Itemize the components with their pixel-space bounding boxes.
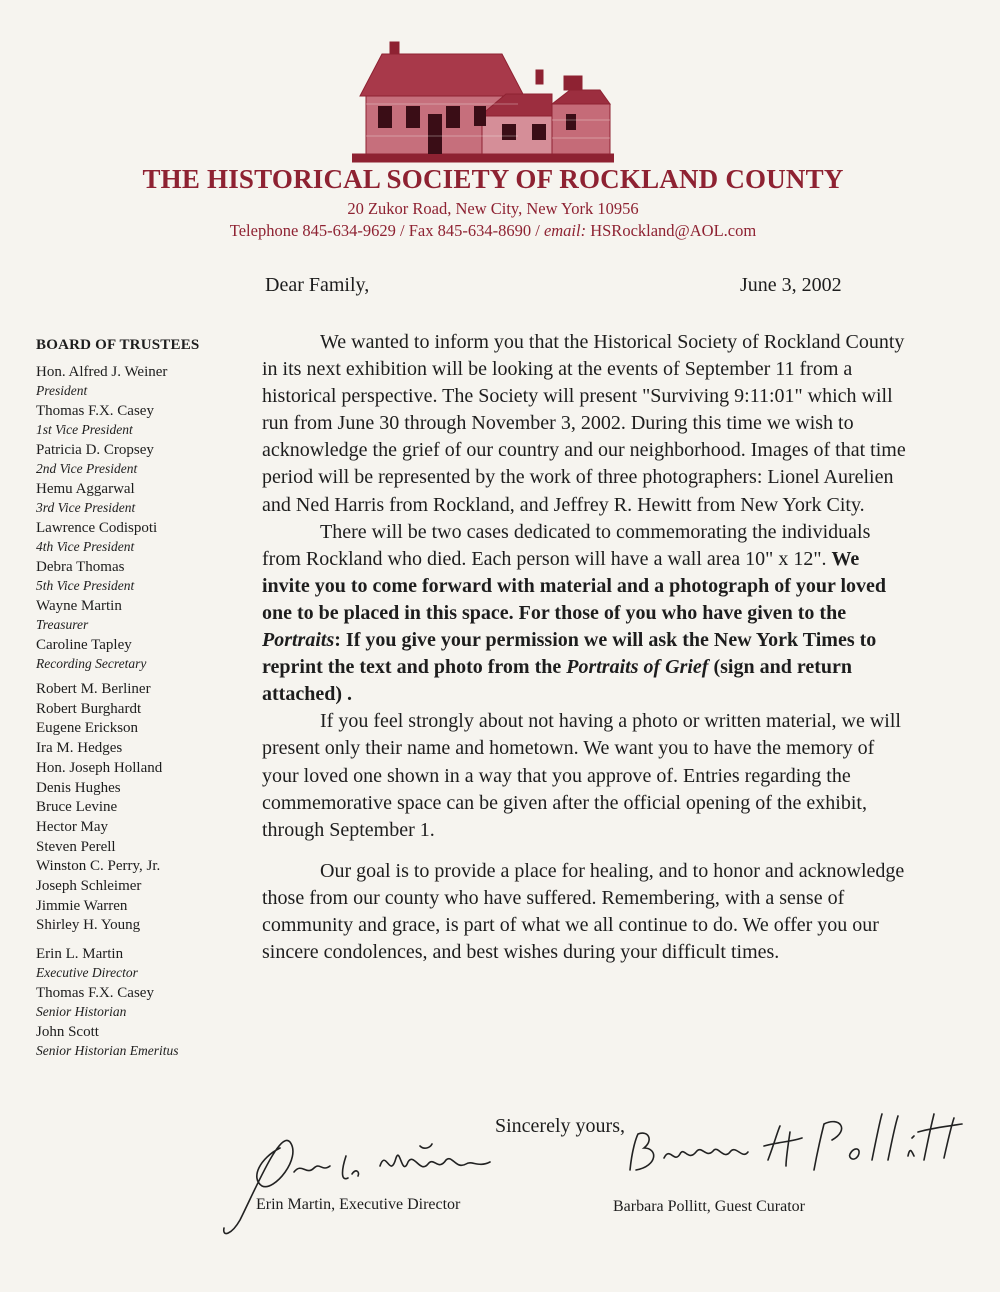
trustee-name: Denis Hughes [36, 779, 121, 796]
trustee-name: Robert Burghardt [36, 700, 142, 717]
staff-member [36, 984, 236, 1020]
officer-name: Hon. Alfred J. Weiner [36, 364, 168, 380]
organization-contact [0, 221, 986, 241]
trustee-name: Eugene Erickson [36, 720, 139, 737]
trustee-name: Bruce Levine [36, 799, 118, 816]
staff-member [36, 945, 236, 981]
officer-role: 4th Vice President [36, 539, 135, 554]
officer-name: Patricia D. Cropsey [36, 442, 154, 458]
organization-address: 20 Zukor Road, New City, New York 10956 [347, 199, 639, 218]
portraits-of-grief-title: Portraits of Grief [566, 656, 709, 679]
officer-role: Recording Secretary [36, 656, 147, 671]
officer [36, 480, 236, 516]
staff-role: Senior Historian Emeritus [36, 1043, 179, 1059]
staff-role: Executive Director [36, 965, 138, 981]
board-of-trustees [36, 336, 236, 1062]
staff-name: John Scott [36, 1024, 99, 1041]
signature-barbara-pollitt [618, 1110, 968, 1192]
signer-executive-director: Erin Martin, Executive Director [256, 1196, 461, 1213]
trustee-name: Jimmie Warren [36, 897, 128, 914]
officer-role: 5th Vice President [36, 578, 135, 593]
historic-house-icon [352, 40, 614, 164]
salutation: Dear Family, [265, 274, 370, 296]
officer-name: Wayne Martin [36, 598, 122, 614]
staff-name: Thomas F.X. Casey [36, 985, 154, 1002]
staff-role: Senior Historian [36, 1004, 127, 1020]
officer-name: Hemu Aggarwal [36, 481, 135, 497]
trustee-name: Hon. Joseph Holland [36, 759, 163, 776]
signature-erin-martin [210, 1128, 510, 1240]
staff-member [36, 1023, 236, 1059]
officer-role: 1st Vice President [36, 422, 133, 437]
signer-guest-curator: Barbara Pollitt, Guest Curator [613, 1198, 805, 1215]
email-label: email: [543, 221, 587, 240]
trustee-name: Robert M. Berliner [36, 681, 151, 697]
letter-date: June 3, 2002 [740, 274, 842, 296]
trustee-members [36, 680, 236, 936]
officer [36, 402, 236, 438]
officer-name: Caroline Tapley [36, 637, 132, 653]
board-title: BOARD OF TRUSTEES [36, 337, 200, 353]
letter-body [262, 329, 907, 966]
portraits-title: Portraits [262, 629, 335, 652]
officer [36, 636, 236, 672]
officer-role: President [36, 383, 88, 398]
officer [36, 519, 236, 555]
organization-name: THE HISTORICAL SOCIETY OF ROCKLAND COUNTY [142, 164, 844, 194]
officer [36, 441, 236, 477]
paragraph-commemoration [262, 519, 907, 709]
trustee-name: Steven Perell [36, 838, 116, 855]
email-address: HSRockland@AOL.com [586, 221, 757, 240]
staff-name: Erin L. Martin [36, 946, 124, 963]
closing: Sincerely yours, [495, 1115, 625, 1137]
officer [36, 363, 236, 399]
trustee-name: Ira M. Hedges [36, 740, 123, 757]
trustee-name: Hector May [36, 818, 109, 835]
trustee-name: Joseph Schleimer [36, 878, 142, 895]
officer-name: Thomas F.X. Casey [36, 403, 154, 419]
trustee-name: Shirley H. Young [36, 917, 141, 934]
officer-name: Debra Thomas [36, 559, 125, 575]
officer-role: 3rd Vice President [36, 500, 136, 515]
officer [36, 558, 236, 594]
officer-role: 2nd Vice President [36, 461, 138, 476]
commemoration-text: There will be two cases dedicated to commemorating the individuals from Rockland who died. Each person will have a wall area 10" x 12". [262, 520, 871, 570]
invitation-text: We invite you to come forward with material and a photograph of your loved one to be placed in this space. For those of you who have given to the Portraits: If you give your permission we will ask the New York Times to reprint the text and photo from the Portraits of Grief (sign and return attached) . [262, 547, 887, 706]
paragraph-goal: Our goal is to provide a place for healing, and to honor and acknowledge those from our county who have suffered. Remembering, with a sense of community and grace, is part of what we all continue to do. We offer you our sincere condolences, and best wishes during your difficult times. [262, 859, 905, 964]
officer-role: Treasurer [36, 617, 89, 632]
paragraph-exhibition: We wanted to inform you that the Historical Society of Rockland County in its next exhibition will be looking at the events of September 11 from a historical perspective. The Society will present "Surviving 9:11:01" which will run from June 30 through November 3, 2002. During this time we wish to acknowledge the grief of our country and our neighborhood. Images of that time period will be represented by the work of three photographers: Lionel Aurelien and Ned Harris from Rockland, and Jeffrey R. Hewitt from New York City. [262, 331, 906, 516]
officer [36, 597, 236, 633]
officer-name: Lawrence Codispoti [36, 520, 158, 536]
trustee-name: Winston C. Perry, Jr. [36, 858, 161, 875]
paragraph-options: If you feel strongly about not having a photo or written material, we will present only their name and hometown. We want you to have the memory of your loved one shown in a way that you approve of. Entries regarding the commemorative space can be given after the official opening of the exhibit, through September 1. [262, 710, 901, 841]
contact-phone-fax: Telephone 845-634-9629 / Fax 845-634-8690 / [229, 221, 544, 240]
